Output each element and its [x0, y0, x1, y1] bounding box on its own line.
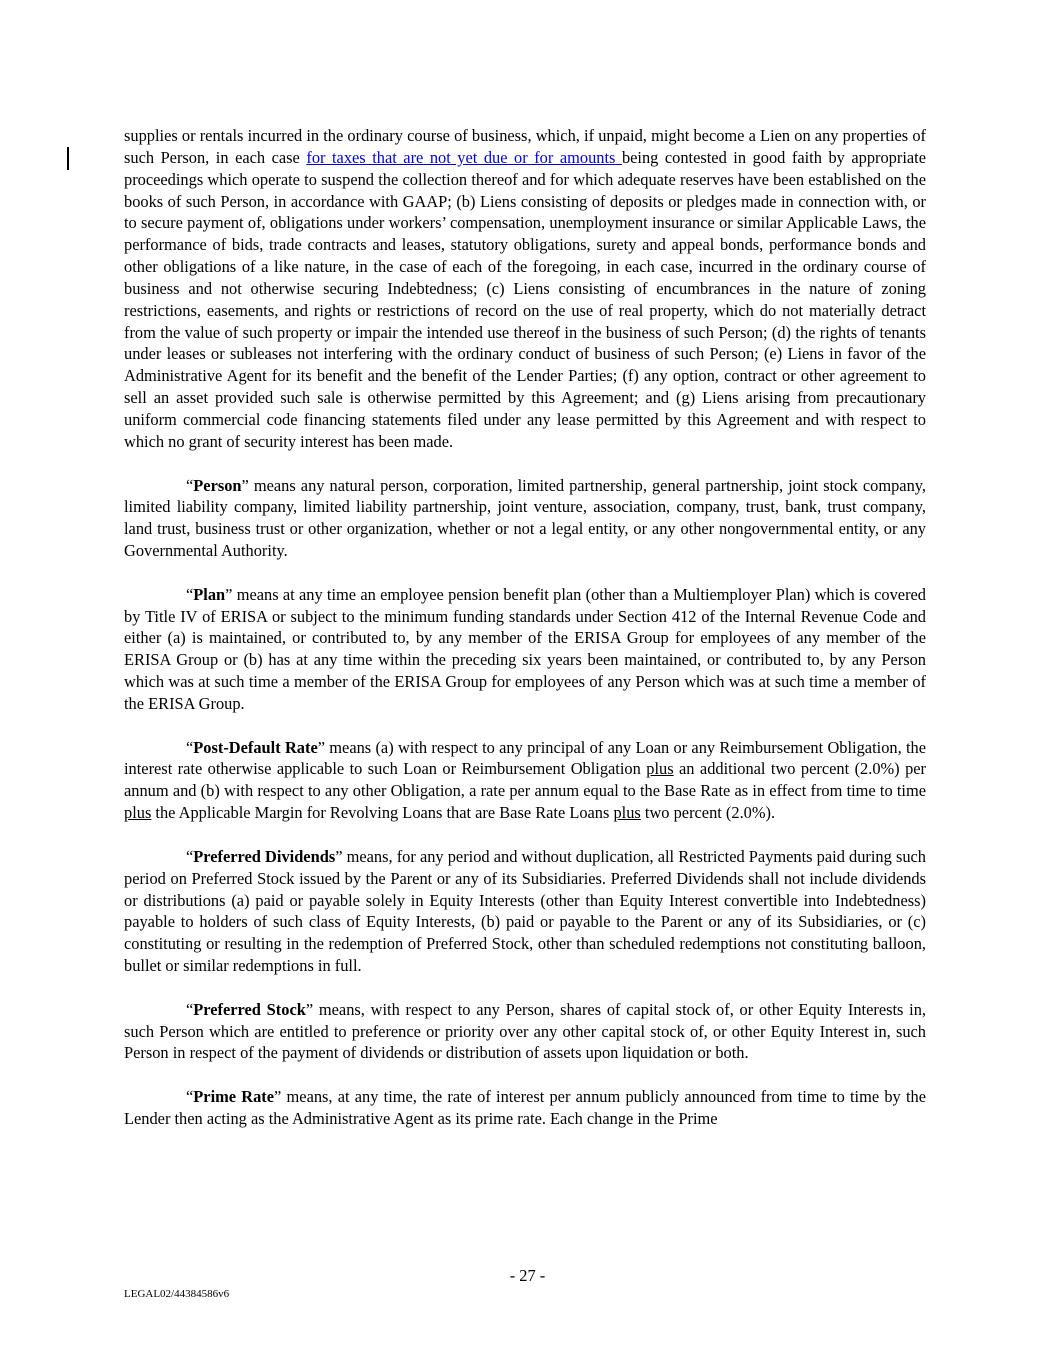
defined-term: Person	[193, 475, 242, 495]
defined-term: Plan	[193, 584, 226, 604]
text-run: ” means (a) with respect to any principal of any Loan or any Reimbursement Obligation, the interest rate otherwise applicable to such Loan or Reimbursement Obligation	[124, 737, 926, 779]
paragraph	[124, 737, 926, 824]
text-run: supplies or rentals incurred in the ordinary course of business, which, if unpaid, might become a Lien on any properties of such Person, in each case	[124, 126, 926, 167]
text-run: ” means, for any period and without duplication, all Restricted Payments paid during such period on Preferred Stock issued by the Parent or any of its Subsidiaries. Preferred Dividends shall not include dividends or distributions (a) paid or payable solely in Equity Interests (other than Equity Interest convertible into Indebtedness) payable to holders of such class of Equity Interests, (b) paid or payable to the Parent or any of its Subsidiaries, or (c) constituting or resulting in the redemption of Preferred Stock, other than scheduled redemptions not constituting balloon, bullet or similar redemptions in full.	[124, 846, 926, 976]
underlined-text: plus	[613, 803, 641, 823]
text-run: “	[186, 846, 194, 866]
text-run: “	[186, 584, 194, 604]
paragraph	[124, 999, 926, 1065]
defined-term: Preferred Stock	[193, 999, 306, 1019]
revision-change-bar	[67, 147, 69, 170]
defined-term: Post-Default Rate	[193, 737, 318, 757]
text-run: ” means at any time an employee pension benefit plan (other than a Multiemployer Plan) which is covered by Title IV of ERISA or subject to the minimum funding standards under Section 412 of the Internal Revenue Code and either (a) is maintained, or contributed to, by any member of the ERISA Group for employees of any member of the ERISA Group or (b) has at any time within the preceding six years been maintained, or contributed to, by any Person which was at such time a member of the ERISA Group for employees of any Person which was at such time a member of the ERISA Group.	[124, 584, 926, 713]
text-run: being contested in good faith by appropriate proceedings which operate to suspend the collection thereof and for which adequate reserves have been established on the books of such Person, in accordance with GAAP; (b) Liens consisting of deposits or pledges made in connection with, or to secure payment of, obligations under workers’ compensation, unemployment insurance or similar Applicable Laws, the performance of bids, trade contracts and leases, statutory obligations, surety and appeal bonds, performance bonds and other obligations of a like nature, in the case of each of the foregoing, in each case, incurred in the ordinary course of business and not otherwise securing Indebtedness; (c) Liens consisting of encumbrances in the nature of zoning restrictions, easements, and rights or restrictions of record on the use of real property, which do not materially detract from the value of such property or impair the intended use thereof in the business of such Person; (d) the rights of tenants under leases or subleases not interfering with the ordinary conduct of business of such Person; (e) Liens in favor of the Administrative Agent for its benefit and the benefit of the Lender Parties; (f) any option, contract or other agreement to sell an asset provided such sale is otherwise permitted by this Agreement; and (g) Liens arising from precautionary uniform commercial code financing statements filed under any lease permitted by this Agreement and with respect to which no grant of security interest has been made.	[124, 147, 926, 451]
paragraph	[124, 584, 926, 715]
text-run: “	[186, 475, 194, 495]
document-id: LEGAL02/44384586v6	[124, 1288, 230, 1300]
paragraph	[124, 125, 926, 453]
underlined-text: plus	[124, 803, 152, 823]
hyperlink[interactable]: for taxes that are not yet due or for amounts	[306, 147, 622, 167]
page-number: - 27 -	[509, 1266, 546, 1285]
text-run: “	[186, 737, 194, 757]
text-run: two percent (2.0%).	[640, 803, 776, 823]
text-run: “	[186, 999, 194, 1019]
text-run: ” means, with respect to any Person, shares of capital stock of, or other Equity Interests in, such Person which are entitled to preference or priority over any other capital stock of, or other Equity Interest in, such Person in respect of the payment of dividends or distribution of assets upon liquidation or both.	[124, 999, 927, 1063]
text-run: an additional two percent (2.0%) per annum and (b) with respect to any other Obligation, a rate per annum equal to the Base Rate as in effect from time to time	[124, 759, 927, 801]
document-body	[124, 125, 926, 1152]
defined-term: Preferred Dividends	[193, 846, 336, 866]
paragraph	[124, 1086, 926, 1130]
defined-term: Prime Rate	[193, 1087, 275, 1107]
text-run: ” means, at any time, the rate of interest per annum publicly announced from time to time by the Lender then acting as the Administrative Agent as its prime rate. Each change in the Prime	[124, 1087, 926, 1128]
paragraph	[124, 475, 926, 562]
underlined-text: plus	[646, 759, 674, 779]
text-run: the Applicable Margin for Revolving Loans that are Base Rate Loans	[151, 803, 614, 823]
text-run: ” means any natural person, corporation, limited partnership, general partnership, joint stock company, limited liability company, limited liability partnership, joint venture, association, company, trust, bank, trust company, land trust, business trust or other organization, whether or not a legal entity, or any other nongovernmental entity, or any Governmental Authority.	[124, 475, 926, 561]
paragraph	[124, 846, 926, 977]
text-run: “	[186, 1087, 194, 1107]
